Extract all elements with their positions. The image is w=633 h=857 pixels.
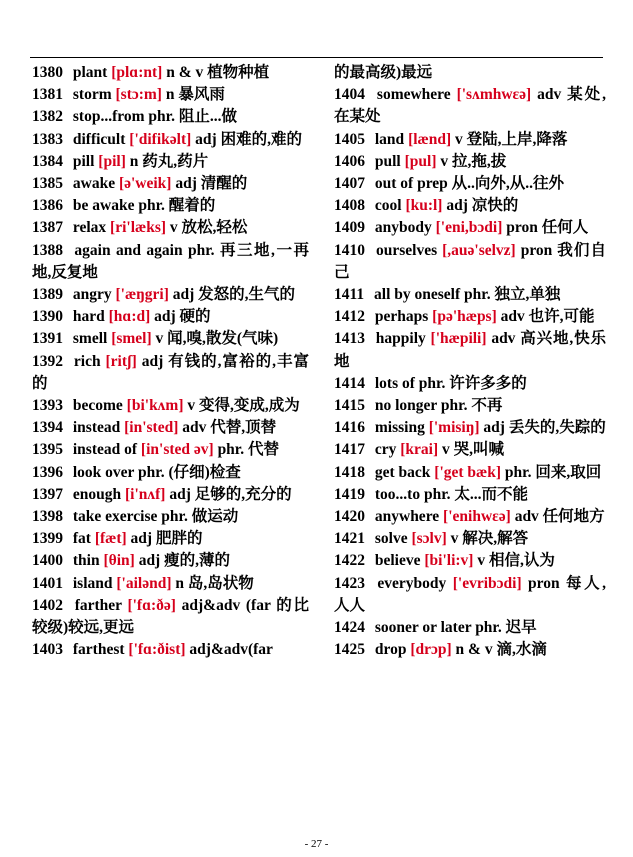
vocab-entry xyxy=(334,417,606,439)
entry-definition: v 变得,变成,成为 xyxy=(187,397,300,415)
entry-word: everybody xyxy=(377,574,447,592)
entry-definition: adj 有钱的,富裕的,丰富的 xyxy=(32,352,309,392)
entry-word: farther xyxy=(74,596,122,614)
entry-number: 1400 xyxy=(32,552,63,570)
entry-word: pull xyxy=(374,152,401,170)
entry-phonetic: [ri'læks] xyxy=(110,219,167,237)
vocab-entry xyxy=(334,84,606,128)
entry-number: 1402 xyxy=(32,596,63,614)
vocab-entry xyxy=(32,595,309,639)
vocab-entry xyxy=(334,306,606,328)
vocab-entry xyxy=(334,240,606,284)
entry-word: fat xyxy=(72,530,91,548)
entry-word: sooner or later xyxy=(374,619,472,637)
vocab-entry xyxy=(334,617,606,639)
entry-word: plant xyxy=(72,64,108,81)
entry-word: hard xyxy=(72,308,105,326)
entry-number: 1393 xyxy=(32,397,63,415)
entry-number: 1385 xyxy=(32,175,63,193)
entry-number: 1382 xyxy=(32,108,63,126)
entry-number: 1412 xyxy=(334,308,365,326)
vocab-entry xyxy=(32,639,309,661)
entry-word: missing xyxy=(374,419,425,437)
entry-word: perhaps xyxy=(374,308,429,326)
entry-word: difficult xyxy=(72,130,126,148)
vocab-entry xyxy=(32,106,309,128)
entry-phonetic: [in'sted əv] xyxy=(140,441,214,459)
entry-word: stop...from xyxy=(72,108,145,126)
entry-phonetic: [pə'hæps] xyxy=(432,308,497,326)
entry-phonetic: ['ailənd] xyxy=(116,574,172,592)
vocab-entry xyxy=(32,284,309,306)
entry-phonetic: [,auə'selvz] xyxy=(442,241,516,259)
vocab-entry xyxy=(32,528,309,550)
vocab-entry xyxy=(32,439,309,461)
vocab-entry xyxy=(334,484,606,506)
entry-word: cool xyxy=(374,197,402,215)
entry-word: awake xyxy=(72,175,116,193)
vocab-entry xyxy=(334,328,606,372)
entry-definition: adv 任何地方 xyxy=(514,508,605,526)
vocab-entry xyxy=(32,217,309,239)
entry-definition: phr. 迟早 xyxy=(475,619,537,637)
entry-phonetic: ['evribɔdi] xyxy=(452,574,522,592)
vocab-entry xyxy=(32,195,309,217)
entry-number: 1403 xyxy=(32,641,63,659)
vocab-entry xyxy=(32,173,309,195)
vocab-entry xyxy=(32,484,309,506)
entry-definition: phr. 不再 xyxy=(440,397,503,415)
entry-number: 1386 xyxy=(32,197,63,215)
entry-phonetic: [ə'weik] xyxy=(118,175,172,193)
entry-number: 1380 xyxy=(32,64,63,81)
entry-word: take exercise xyxy=(72,508,158,526)
vocab-entry xyxy=(334,373,606,395)
entry-definition: adv 代替,顶替 xyxy=(182,419,277,437)
entry-word: somewhere xyxy=(376,86,451,104)
entry-number: 1405 xyxy=(334,130,365,148)
entry-number: 1392 xyxy=(32,352,63,370)
entry-number: 1414 xyxy=(334,374,365,392)
entry-phonetic: [pil] xyxy=(98,152,126,170)
entry-number: 1388 xyxy=(32,241,63,259)
entry-phonetic: [fæt] xyxy=(94,530,127,548)
entry-word: land xyxy=(374,130,405,148)
entry-definition: v 登陆,上岸,降落 xyxy=(455,130,568,148)
entry-word: look over xyxy=(72,463,135,481)
entry-number: 1408 xyxy=(334,197,365,215)
entry-definition: v 解决,解答 xyxy=(450,530,529,548)
entry-number: 1381 xyxy=(32,86,63,104)
entry-definition: phr. 太...而不能 xyxy=(423,485,529,503)
vocab-entry xyxy=(32,306,309,328)
entry-word: rich xyxy=(73,352,101,370)
vocab-entry xyxy=(32,84,309,106)
entry-number: 1399 xyxy=(32,530,63,548)
entry-phonetic: [ku:l] xyxy=(405,197,443,215)
entry-phonetic: [hɑ:d] xyxy=(108,308,151,326)
vocab-entry xyxy=(32,240,309,284)
entry-definition: adv 高兴地,快乐地 xyxy=(334,330,607,370)
entry-phonetic: [plɑ:nt] xyxy=(111,64,163,81)
vocab-entry xyxy=(32,462,309,484)
entry-definition: n 药丸,药片 xyxy=(129,152,209,170)
entry-phonetic: ['eni,bɔdi] xyxy=(435,219,503,237)
vocab-entry xyxy=(334,195,606,217)
vocab-entry xyxy=(32,351,309,395)
vocab-entry xyxy=(334,462,606,484)
entry-definition: phr. 做运动 xyxy=(161,508,239,526)
vocab-entry xyxy=(32,129,309,151)
entry-word: ourselves xyxy=(375,241,438,259)
entry-word: again and again xyxy=(74,241,183,259)
vocab-entry xyxy=(32,395,309,417)
entry-phonetic: ['æŋgri] xyxy=(115,286,169,304)
entry-phonetic: [sɔlv] xyxy=(411,530,447,548)
entry-number: 1397 xyxy=(32,485,63,503)
entry-number: 1411 xyxy=(334,286,365,304)
entry-definition: v 拉,拖,拔 xyxy=(440,152,507,170)
entry-word: island xyxy=(72,574,113,592)
entry-definition: phr. 许许多多的 xyxy=(418,374,527,392)
entry-word: smell xyxy=(72,330,108,348)
entry-word: get back xyxy=(374,463,431,481)
entry-word: farthest xyxy=(72,641,125,659)
entry-definition: v 闻,嗅,散发(气味) xyxy=(155,330,279,348)
entry-word: cry xyxy=(374,441,397,459)
entry-definition: adj 瘦的,薄的 xyxy=(138,552,230,570)
entry-definition: phr. 代替 xyxy=(217,441,280,459)
entry-word: become xyxy=(72,397,123,415)
entry-phonetic: [i'nʌf] xyxy=(125,485,166,503)
entry-phonetic: [lænd] xyxy=(408,130,452,148)
vocab-entry xyxy=(32,573,309,595)
entry-number: 1390 xyxy=(32,308,63,326)
entry-phonetic: [bi'li:v] xyxy=(424,552,474,570)
entry-number: 1424 xyxy=(334,619,365,637)
entry-word: too...to xyxy=(374,485,421,503)
entry-number: 1394 xyxy=(32,419,63,437)
entry-number: 1417 xyxy=(334,441,365,459)
entry-number: 1423 xyxy=(334,574,365,592)
entry-definition: phr. 回来,取回 xyxy=(504,463,602,481)
entry-number: 1425 xyxy=(334,641,365,659)
entry-word: lots of xyxy=(374,374,415,392)
entry-word: enough xyxy=(72,485,122,503)
vocab-column-left xyxy=(32,62,309,661)
entry-word: storm xyxy=(72,86,112,104)
entry-definition: adj&adv (far 的比较级)较远,更远 xyxy=(32,596,310,637)
entry-phonetic: ['get bæk] xyxy=(434,463,502,481)
entry-word: thin xyxy=(72,552,100,570)
vocab-entry xyxy=(334,395,606,417)
entry-definition: n & v 滴,水滴 xyxy=(455,641,547,659)
entry-word: no longer xyxy=(374,397,438,415)
entry-definition: adj 困难的,难的 xyxy=(195,130,302,148)
vocab-entry xyxy=(334,528,606,550)
entry-phonetic: [drɔp] xyxy=(410,641,452,659)
entry-definition: prep 从..向外,从..往外 xyxy=(417,175,565,193)
entry-definition: pron 每人,人人 xyxy=(334,574,607,614)
entry-number: 1415 xyxy=(334,397,365,415)
entry-definition: n 暴风雨 xyxy=(165,86,225,104)
entry-number: 1383 xyxy=(32,130,63,148)
entry-word: solve xyxy=(374,530,408,548)
entry-phonetic: ['sʌmhwεə] xyxy=(456,86,532,104)
entry-phonetic: ['hæpili] xyxy=(430,330,487,348)
entry-number: 1391 xyxy=(32,330,63,348)
entry-number: 1413 xyxy=(334,330,365,348)
vocab-entry xyxy=(334,550,606,572)
entry-word: instead xyxy=(72,419,121,437)
entry-definition: adj 足够的,充分的 xyxy=(169,485,292,503)
entry-number: 1384 xyxy=(32,152,63,170)
entry-number: 1418 xyxy=(334,463,365,481)
vocab-entry xyxy=(334,151,606,173)
entry-phonetic: [stɔ:m] xyxy=(115,86,162,104)
entry-definition: v 放松,轻松 xyxy=(169,219,248,237)
entry-number: 1409 xyxy=(334,219,365,237)
entry-number: 1387 xyxy=(32,219,63,237)
vocab-entry xyxy=(334,217,606,239)
entry-definition: phr. 独立,单独 xyxy=(464,286,561,304)
entry-word: be awake xyxy=(72,197,135,215)
entry-phonetic: ['fɑ:ðə] xyxy=(127,596,176,614)
entry-phonetic: ['enihwεə] xyxy=(443,508,511,526)
entry-definition: adj 清醒的 xyxy=(175,175,248,193)
header-rule xyxy=(30,57,603,58)
entry-word: anywhere xyxy=(374,508,440,526)
entry-definition: adj 肥胖的 xyxy=(130,530,203,548)
entry-word: pill xyxy=(72,152,95,170)
vocab-entry xyxy=(334,639,606,661)
entry-phonetic: [pul] xyxy=(404,152,437,170)
entry-phonetic: [θin] xyxy=(103,552,135,570)
entry-phonetic: [ritʃ] xyxy=(105,352,137,370)
entry-word: out of xyxy=(374,175,414,193)
vocab-entry xyxy=(334,506,606,528)
entry-definition: adj 丢失的,失踪的 xyxy=(483,419,606,437)
entry-definition: v 哭,叫喊 xyxy=(442,441,505,459)
vocab-entry xyxy=(334,439,606,461)
vocab-entry xyxy=(32,151,309,173)
entry-definition: phr. 醒着的 xyxy=(138,197,216,215)
vocab-entry xyxy=(334,284,606,306)
entry-number: 1389 xyxy=(32,286,63,304)
entry-word: anybody xyxy=(374,219,432,237)
entry-number: 1406 xyxy=(334,152,365,170)
entry-number: 1396 xyxy=(32,463,63,481)
entry-phonetic: ['misiŋ] xyxy=(428,419,480,437)
entry-definition: v 相信,认为 xyxy=(477,552,555,570)
entry-definition: phr. 再三地,一再地,反复地 xyxy=(32,241,309,281)
entry-word: all by oneself xyxy=(374,286,461,304)
entry-word: instead of xyxy=(72,441,138,459)
entry-phonetic: ['difikəlt] xyxy=(129,130,192,148)
vocab-entry xyxy=(32,328,309,350)
entry-phonetic: [krai] xyxy=(400,441,439,459)
entry-definition: adv 某处,在某处 xyxy=(334,86,607,126)
entry-definition: n 岛,岛状物 xyxy=(175,574,254,592)
entry-phonetic: [smel] xyxy=(111,330,152,348)
entry-definition: pron 任何人 xyxy=(506,219,589,237)
vocab-entry xyxy=(32,62,309,84)
entry-phonetic: ['fɑ:ðist] xyxy=(128,641,186,659)
vocab-entry xyxy=(32,550,309,572)
entry-definition: phr. (仔细)检查 xyxy=(138,463,241,481)
entry-number: 1398 xyxy=(32,508,63,526)
entry-word: believe xyxy=(374,552,421,570)
entry-definition: adj&adv(far xyxy=(189,641,273,659)
entry-number: 1404 xyxy=(334,86,365,104)
entry-definition: pron 我们自己 xyxy=(334,241,606,281)
entry-word: angry xyxy=(72,286,112,304)
entry-definition: adj 硬的 xyxy=(154,308,211,326)
entry-definition: adv 也许,可能 xyxy=(500,308,595,326)
page-number: - 27 - xyxy=(304,838,329,850)
vocab-entry xyxy=(334,129,606,151)
entry-definition: adj 发怒的,生气的 xyxy=(172,286,296,304)
entry-number: 1416 xyxy=(334,419,365,437)
entry-number: 1395 xyxy=(32,441,63,459)
entry-definition: adj 凉快的 xyxy=(446,197,519,215)
vocab-entry xyxy=(334,573,606,617)
entry-definition: 的最高级)最远 xyxy=(334,64,433,81)
entry-phonetic: [in'sted] xyxy=(124,419,179,437)
entry-number: 1422 xyxy=(334,552,365,570)
vocab-column-right xyxy=(334,62,606,661)
entry-number: 1401 xyxy=(32,574,63,592)
vocab-entry xyxy=(334,62,606,84)
entry-definition: phr. 阻止...做 xyxy=(148,108,237,126)
entry-number: 1421 xyxy=(334,530,365,548)
entry-number: 1407 xyxy=(334,175,365,193)
entry-number: 1419 xyxy=(334,485,365,503)
vocab-entry xyxy=(32,417,309,439)
vocab-entry xyxy=(334,173,606,195)
entry-number: 1420 xyxy=(334,508,365,526)
entry-word: happily xyxy=(375,330,426,348)
entry-definition: n & v 植物种植 xyxy=(166,64,270,81)
entry-phonetic: [bi'kʌm] xyxy=(126,397,184,415)
vocab-entry xyxy=(32,506,309,528)
entry-word: drop xyxy=(374,641,407,659)
entry-number: 1410 xyxy=(334,241,365,259)
entry-word: relax xyxy=(72,219,107,237)
